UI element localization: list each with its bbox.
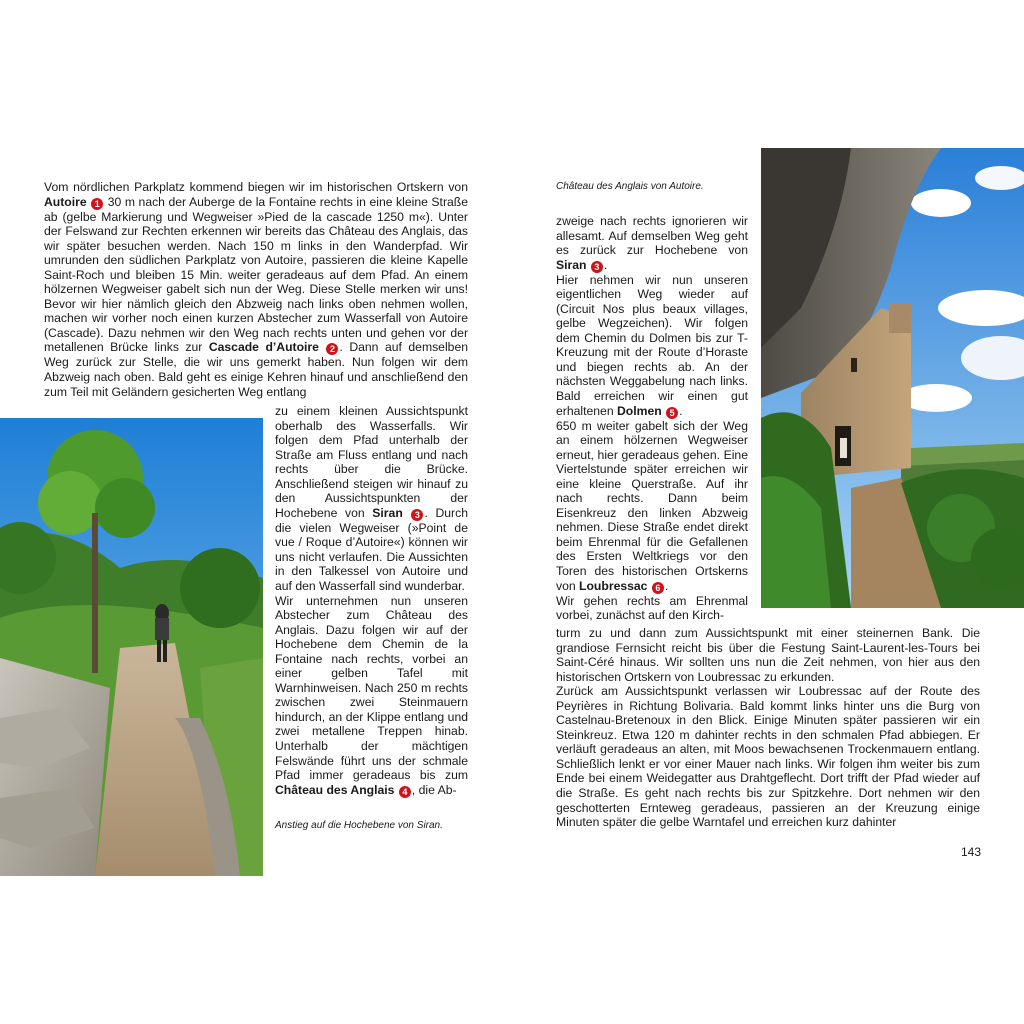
place-name: Cascade d’Autoire bbox=[208, 340, 319, 355]
route-marker-badge: 6 bbox=[652, 582, 664, 594]
place-name: Dolmen bbox=[617, 403, 662, 418]
route-marker-badge: 5 bbox=[666, 407, 678, 419]
page-number: 143 bbox=[961, 845, 982, 859]
route-marker-badge: 3 bbox=[591, 261, 603, 273]
paragraph: 650 m weiter gabelt sich der Weg an einem hölzernen Wegweiser erneut, hier geradeaus gehen. Eine Viertelstunde später erreichen wir eine kleine Querstraße. Auf ihr nach rechts. Dann beim Eisenkreuz den linken Abzweig nehmen. Diese Straße endet direkt beim Ehrenmal für die Gefallenen des Ersten Weltkriegs vor den Toren des historischen Ortskerns von Loubressac 6 . bbox=[556, 418, 748, 593]
right-page bbox=[512, 0, 1024, 1024]
paragraph: Wir gehen rechts am Ehrenmal vorbei, zunächst auf den Kirch- bbox=[556, 593, 748, 623]
photo-hiking-trail bbox=[0, 418, 263, 876]
left-page-text-column bbox=[275, 404, 468, 798]
paragraph: Vom nördlichen Parkplatz kommend biegen wir im historischen Ortskern von Autoire 1 30 m nach der Auberge de la Fontaine rechts in eine kleine Straße ab (gelbe Markierung und Wegweiser »Pied de la cascade 1250 m«). Unter der Felswand zur Rechten erkennen wir bereits das Château des Anglais, das wir später besuchen werden. Nach 150 m links in den Wanderpfad. Wir umrunden den südlichen Parkplatz von Autoire, passieren die kleine Kapelle Saint-Roch und bleiben 15 Min. weiter geradeaus auf dem Pfad. An einem hölzernen Wegweiser gabelt sich nun der Weg. Diese Stelle merken wir uns! Bevor wir hier nämlich gleich den Abzweig nach links oben nehmen wollen, machen wir vorher noch einen kurzen Abstecher zum Wasserfall von Autoire (Cascade). Dazu nehmen wir den Weg nach rechts unten und gehen vor der metallenen Brücke links zur Cascade d’Autoire 2 . Dann auf demselben Weg zurück zur Stelle, die wir uns gemerkt haben. Nun folgen wir dem Abzweig nach oben. Bald geht es einige Kehren hinauf und anschließend den zum Teil mit Geländern gesicherten Weg entlang bbox=[44, 180, 469, 399]
paragraph: zu einem kleinen Aussichtspunkt oberhalb des Wasserfalls. Wir folgen dem Pfad unterhalb der Straße am Fluss entlang und nach rechts über die Brücke. Anschließend steigen wir hinauf zu den Aussichtspunkten der Hochebene von Siran 3 . Durch die vielen Wegweiser (»Point de vue / Roque d’Autoire«) können wir uns nicht verlaufen. Die Aussichten in den Talkessel von Autoire und auf den Wasserfall sind wunderbar. bbox=[275, 404, 468, 594]
route-marker-badge: 3 bbox=[411, 509, 423, 521]
place-name: Autoire bbox=[44, 194, 87, 209]
route-marker-badge: 1 bbox=[91, 198, 103, 210]
paragraph: Wir unternehmen nun unseren Abstecher zum Château des Anglais. Dazu folgen wir auf der Hochebene dem Chemin de la Fontaine nach rechts, vorbei an einer gelben Tafel mit Warnhinweisen. Nach 250 m rechts zwischen zwei Steinmauern hindurch, an der Klippe entlang und zwei metallene Treppen hinab. Unterhalb der mächtigen Felswände führt uns der schmale Pfad immer geradeaus bis zum Château des Anglais 4 , die Ab- bbox=[275, 593, 468, 797]
left-photo-caption: Anstieg auf die Hochebene von Siran. bbox=[275, 820, 443, 831]
paragraph: turm zu und dann zum Aussichtspunkt mit einer steinernen Bank. Die grandiose Fernsicht reicht bis über die Festung Saint-Laurent-les-Tours bei Saint-Céré hinaus. Wir sollten uns nun die Zeit nehmen, von hier aus den historischen Ortskern von Loubressac zu erkunden. bbox=[556, 626, 980, 684]
paragraph: zweige nach rechts ignorieren wir allesamt. Auf demselben Weg geht es zurück zur Hochebene von Siran 3 . bbox=[556, 214, 748, 272]
route-marker-badge: 4 bbox=[399, 786, 411, 798]
place-name: Loubressac bbox=[579, 578, 648, 593]
right-photo-caption: Château des Anglais von Autoire. bbox=[556, 181, 704, 192]
place-name: Château des Anglais bbox=[275, 782, 395, 797]
place-name: Siran bbox=[556, 257, 587, 272]
route-marker-badge: 2 bbox=[326, 343, 338, 355]
photo-chateau-des-anglais bbox=[761, 148, 1024, 608]
paragraph: Hier nehmen wir nun unseren eigentlichen Weg wieder auf (Circuit Nos plus beaux villages, gelbe Wegzeichen). Wir folgen dem Chemin du Dolmen bis zur T-Kreuzung mit der Route d’Horaste und biegen rechts ab. An der nächsten Weggabelung nach links. Bald erreichen wir einen gut erhaltenen Dolmen 5 . bbox=[556, 272, 748, 418]
paragraph: Zurück am Aussichtspunkt verlassen wir Loubressac auf der Route des Peyrières in Richtung Bolivaria. Bald kommt links hinter uns die Burg von Castelnau-Bretenoux in den Blick. Einige Minuten später passieren wir ein Steinkreuz. Etwa 120 m dahinter rechts in den schmalen Pfad abbiegen. Er verläuft geradeaus an alten, mit Moos bewachsenen Trockenmauern entlang. Schließlich lenkt er vor einer Mauer nach links. Wir folgen ihm weiter bis zum Ende bei einem Weidegatter aus Drahtgeflecht. Dort trifft der Pfad wieder auf die Straße. Es geht nach rechts bis zur Spitzkehre. Dort nehmen wir den geschotterten Ernteweg geradeaus, passieren an der Kreuzung einige Minuten später die gelbe Warntafel und erreichen kurz dahinter bbox=[556, 684, 980, 830]
left-page-text-top bbox=[44, 180, 468, 399]
right-page-text-bottom bbox=[556, 626, 980, 830]
place-name: Siran bbox=[372, 505, 403, 520]
right-page-text-column bbox=[556, 214, 748, 623]
